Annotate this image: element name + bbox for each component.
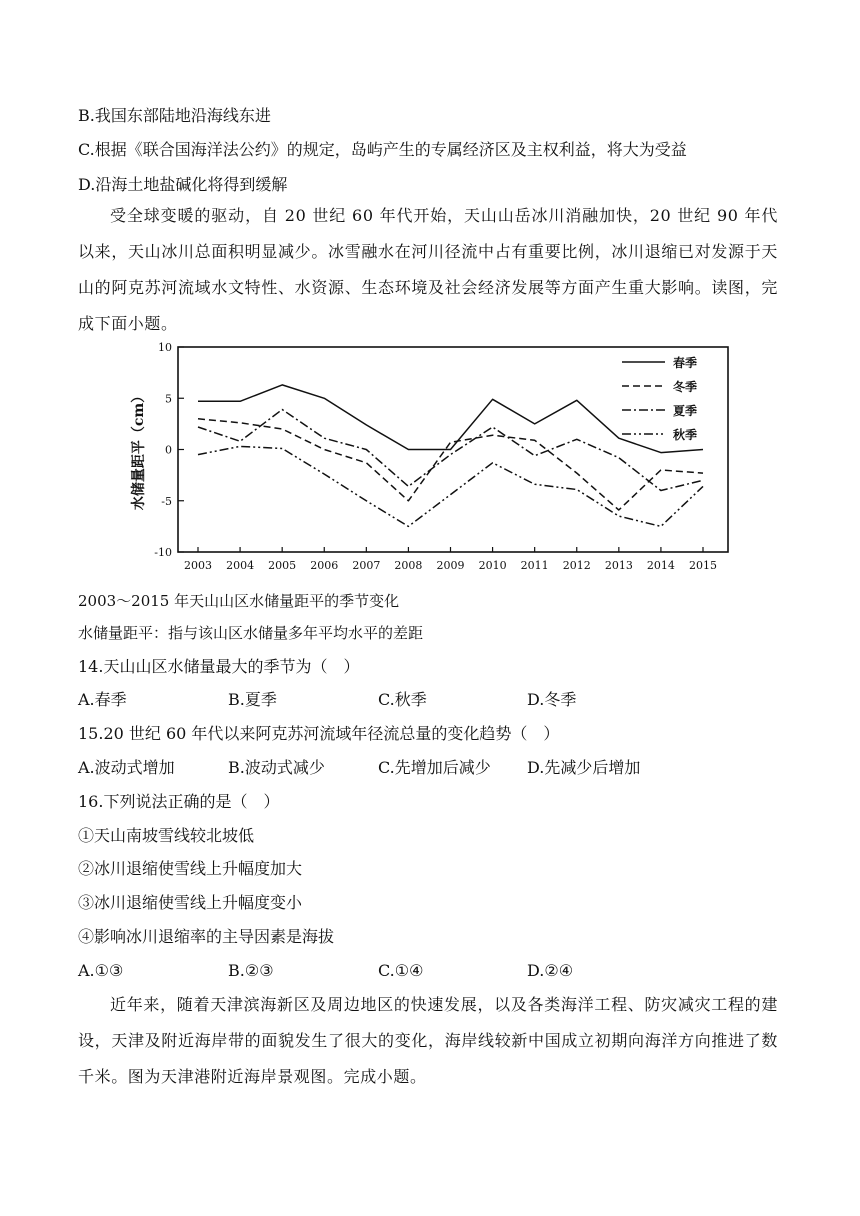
- series-line-1: [198, 385, 703, 453]
- x-tick-label: 2007: [352, 559, 381, 572]
- chart-note: 水储量距平：指与该山区水储量多年平均水平的差距: [78, 624, 424, 642]
- x-tick-label: 2003: [184, 559, 212, 572]
- x-tick-label: 2015: [689, 559, 717, 572]
- legend-label-1: 春季: [673, 356, 698, 370]
- x-tick-label: 2010: [478, 559, 507, 572]
- q16-option-b: B.②③: [228, 961, 274, 980]
- chart-caption: 2003～2015 年天山山区水储量距平的季节变化: [78, 592, 400, 610]
- x-tick-label: 2013: [604, 559, 633, 572]
- q14-option-b: B.夏季: [228, 690, 277, 709]
- y-tick-label: 5: [165, 392, 172, 406]
- y-tick-label: -10: [154, 546, 172, 559]
- legend-label-2: 冬季: [673, 380, 698, 394]
- water-storage-anomaly-chart: [125, 334, 740, 584]
- q15-option-d: D.先减少后增加: [527, 758, 641, 777]
- q14-option-a: A.春季: [78, 690, 127, 709]
- question-14-stem: 14.天山山区水储量最大的季节为（ ）: [78, 657, 360, 676]
- y-tick-label: 0: [165, 443, 172, 457]
- series-line-4: [198, 446, 703, 526]
- x-tick-label: 2009: [436, 559, 465, 572]
- q16-statement-2: ②冰川退缩使雪线上升幅度加大: [78, 859, 303, 878]
- legend-label-4: 秋季: [673, 428, 698, 442]
- plot-frame: [178, 347, 728, 552]
- y-axis-label: 水储量距平（cm）: [131, 388, 147, 511]
- option-c: C.根据《联合国海洋法公约》的规定，岛屿产生的专属经济区及主权利益，将大为受益: [78, 140, 687, 159]
- q14-option-c: C.秋季: [378, 690, 427, 709]
- series-line-2: [198, 419, 703, 510]
- question-15-stem: 15.20 世纪 60 年代以来阿克苏河流域年径流总量的变化趋势（ ）: [78, 724, 560, 743]
- passage-tianjin-coast: 近年来，随着天津滨海新区及周边地区的快速发展，以及各类海洋工程、防灾减灾工程的建设，天津及附近海岸带的面貌发生了很大的变化，海岸线较新中国成立初期向海洋方向推进了数千米。图为天津港附近海岸景观图。完成小题。: [78, 995, 778, 1086]
- q16-option-a: A.①③: [78, 961, 124, 980]
- q16-statement-4: ④影响冰川退缩率的主导因素是海拔: [78, 927, 335, 946]
- passage-glacier: 受全球变暖的驱动，自 20 世纪 60 年代开始，天山山岳冰川消融加快，20 世纪 90 年代以来，天山冰川总面积明显减少。冰雪融水在河川径流中占有重要比例，冰川退缩已对发源于天山的阿克苏河流域水文特性、水资源、生态环境及社会经济发展等方面产生重大影响。读图，完成下面小题。: [78, 206, 778, 333]
- x-tick-label: 2012: [562, 559, 591, 572]
- x-tick-label: 2014: [646, 559, 675, 572]
- q16-statement-3: ③冰川退缩使雪线上升幅度变小: [78, 893, 303, 912]
- x-tick-label: 2008: [394, 559, 423, 572]
- x-tick-label: 2011: [520, 559, 549, 572]
- x-tick-label: 2004: [226, 559, 255, 572]
- q15-option-b: B.波动式减少: [228, 758, 325, 777]
- x-tick-label: 2005: [268, 559, 297, 572]
- option-b: B.我国东部陆地沿海线东进: [78, 106, 271, 125]
- y-tick-label: 10: [158, 341, 172, 354]
- q15-option-a: A.波动式增加: [78, 758, 175, 777]
- q16-option-c: C.①④: [378, 961, 424, 980]
- q15-option-c: C.先增加后减少: [378, 758, 491, 777]
- q14-option-d: D.冬季: [527, 690, 577, 709]
- q16-option-d: D.②④: [527, 961, 574, 980]
- y-tick-label: -5: [161, 494, 172, 508]
- q16-statement-1: ①天山南坡雪线较北坡低: [78, 826, 255, 845]
- question-16-stem: 16.下列说法正确的是（ ）: [78, 792, 280, 811]
- legend-label-3: 夏季: [673, 404, 698, 418]
- option-d: D.沿海土地盐碱化将得到缓解: [78, 175, 288, 194]
- x-tick-label: 2006: [310, 559, 339, 572]
